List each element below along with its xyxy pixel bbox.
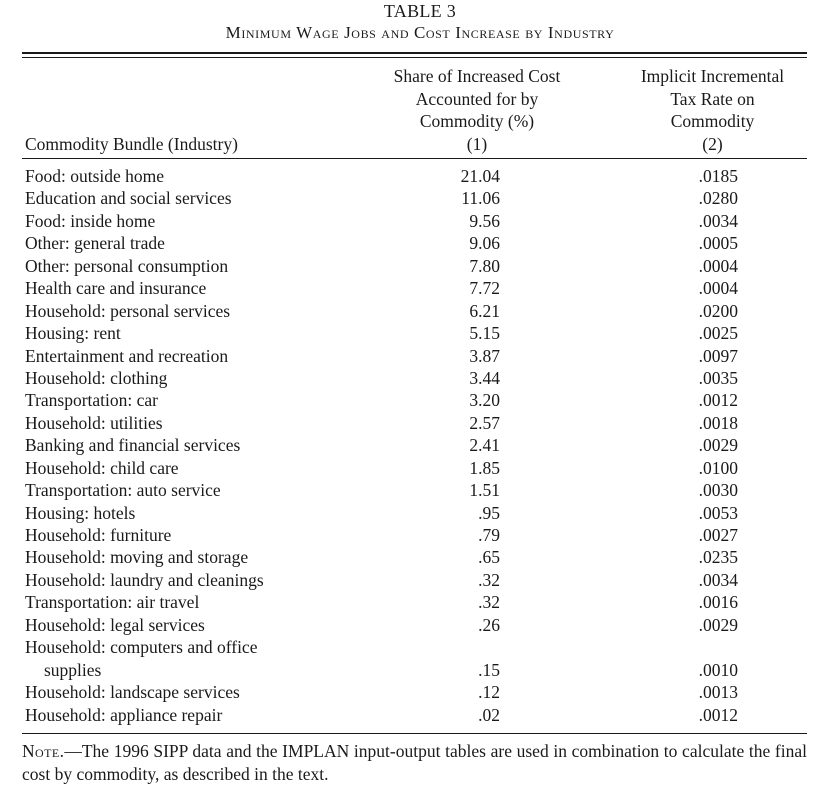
share-value: 3.44 [469, 367, 500, 388]
tax-rate-value: .0097 [698, 345, 738, 366]
table-row [0, 346, 840, 368]
share-value: 9.56 [469, 210, 500, 231]
table-row [0, 637, 840, 682]
row-label: Household: legal services [25, 614, 205, 635]
tax-rate-value: .0280 [698, 188, 738, 209]
table-row [0, 682, 840, 704]
column-header-share-number: (1) [466, 133, 488, 154]
share-value: 3.20 [469, 390, 500, 411]
share-value: .26 [478, 614, 500, 635]
share-value: .15 [478, 659, 500, 680]
row-label: Household: laundry and cleanings [25, 569, 264, 590]
table-note [22, 740, 807, 786]
share-value: .32 [478, 569, 500, 590]
column-header-share-line: Commodity (%) [419, 111, 535, 131]
top-rule-thin [22, 57, 807, 58]
share-value: .02 [478, 704, 500, 725]
row-label: Housing: hotels [25, 502, 136, 523]
share-value: 21.04 [460, 166, 500, 186]
table-row [0, 413, 840, 435]
table-row [0, 592, 840, 614]
column-header-rate-line: Implicit Incremental [640, 66, 785, 86]
share-value: .12 [478, 682, 500, 703]
row-label: Transportation: auto service [25, 480, 221, 501]
row-label: Household: moving and storage [25, 547, 249, 568]
row-label: Food: outside home [25, 166, 165, 186]
table-row [0, 480, 840, 502]
table-row [0, 211, 840, 233]
share-value: 7.80 [469, 255, 500, 276]
table-body [0, 166, 840, 727]
tax-rate-value: .0027 [698, 525, 738, 545]
row-label: Banking and financial services [25, 435, 241, 456]
row-label: Household: personal services [25, 300, 231, 321]
row-label: Household: child care [25, 457, 179, 478]
share-value: 9.06 [469, 233, 500, 254]
share-value: .65 [478, 547, 500, 568]
row-label: Other: general trade [25, 233, 165, 254]
share-value: 6.21 [469, 300, 500, 321]
table-row [0, 435, 840, 457]
column-header-rate-line: Tax Rate on [670, 88, 755, 109]
tax-rate-value: .0004 [698, 255, 738, 276]
column-header-share-line: Share of Increased Cost [393, 66, 561, 86]
tax-rate-value: .0025 [698, 323, 738, 344]
column-header-share [352, 65, 602, 155]
note-text: —The 1996 SIPP data and the IMPLAN input-output tables are used in combination to calculate the final cost by commodity, as described in the text. [22, 741, 807, 784]
row-label: Household: utilities [25, 412, 163, 433]
tax-rate-value: .0018 [698, 412, 738, 433]
tax-rate-value: .0012 [698, 704, 738, 725]
table-row [0, 503, 840, 525]
tax-rate-value: .0029 [698, 614, 738, 635]
tax-rate-value: .0034 [698, 569, 738, 590]
share-value: 11.06 [461, 188, 500, 209]
tax-rate-value: .0200 [698, 300, 738, 321]
tax-rate-value: .0034 [698, 210, 738, 231]
top-rule-thick [22, 52, 807, 54]
tax-rate-value: .0016 [698, 592, 738, 613]
tax-rate-value: .0053 [698, 502, 738, 523]
table-row [0, 390, 840, 412]
table-row [0, 278, 840, 300]
tax-rate-value: .0010 [698, 659, 738, 680]
tax-rate-value: .0235 [698, 547, 738, 568]
column-header-rate-line: Commodity [670, 111, 755, 131]
row-label: Household: computers and office [25, 637, 258, 658]
table-row [0, 166, 840, 188]
tax-rate-value: .0100 [698, 457, 738, 478]
row-label: Entertainment and recreation [25, 345, 229, 366]
row-label: Food: inside home [25, 210, 156, 231]
share-value: 1.51 [469, 480, 500, 501]
header-rule [22, 158, 807, 159]
tax-rate-value: .0013 [698, 682, 738, 703]
share-value: .79 [478, 525, 500, 545]
row-label: Household: landscape services [25, 682, 240, 703]
table-row [0, 458, 840, 480]
tax-rate-value: .0030 [698, 480, 738, 501]
row-label: Transportation: car [25, 390, 159, 411]
share-value: 1.85 [469, 457, 500, 478]
table-row [0, 615, 840, 637]
tax-rate-value: .0185 [698, 166, 738, 186]
table-number: TABLE 3 [383, 1, 457, 21]
row-label: Transportation: air travel [25, 592, 200, 613]
row-label: Other: personal consumption [25, 255, 229, 276]
share-value: 3.87 [469, 345, 500, 366]
row-label: Household: clothing [25, 367, 168, 388]
share-value: 7.72 [469, 278, 500, 299]
share-value: .95 [478, 502, 500, 523]
table-row [0, 570, 840, 592]
table-row [0, 368, 840, 390]
tax-rate-value: .0004 [698, 278, 738, 299]
row-label: Housing: rent [25, 323, 121, 344]
column-header-commodity: Commodity Bundle (Industry) [25, 134, 238, 154]
note-lead: Note. [22, 741, 65, 761]
row-label: Household: furniture [25, 525, 172, 545]
row-label: Health care and insurance [25, 278, 207, 299]
row-label: Education and social services [25, 188, 232, 209]
table-row [0, 547, 840, 569]
share-value: .32 [478, 592, 500, 613]
table-row [0, 323, 840, 345]
tax-rate-value: .0005 [698, 233, 738, 254]
column-header-tax-rate [605, 65, 820, 155]
column-header-share-line: Accounted for by [415, 88, 539, 109]
bottom-rule [22, 733, 807, 734]
column-header-rate-number: (2) [702, 133, 723, 154]
table-row [0, 188, 840, 210]
table-row [0, 525, 840, 547]
share-value: 2.57 [469, 412, 500, 433]
share-value: 2.41 [469, 435, 500, 456]
table-title: Minimum Wage Jobs and Cost Increase by Industry [225, 23, 615, 42]
table-row [0, 301, 840, 323]
table-row [0, 256, 840, 278]
tax-rate-value: .0029 [698, 435, 738, 456]
tax-rate-value: .0012 [698, 390, 738, 411]
table-row [0, 705, 840, 727]
row-label: Household: appliance repair [25, 704, 223, 725]
tax-rate-value: .0035 [698, 367, 738, 388]
table-row [0, 233, 840, 255]
row-label-continued: supplies [44, 659, 102, 680]
share-value: 5.15 [469, 323, 500, 344]
